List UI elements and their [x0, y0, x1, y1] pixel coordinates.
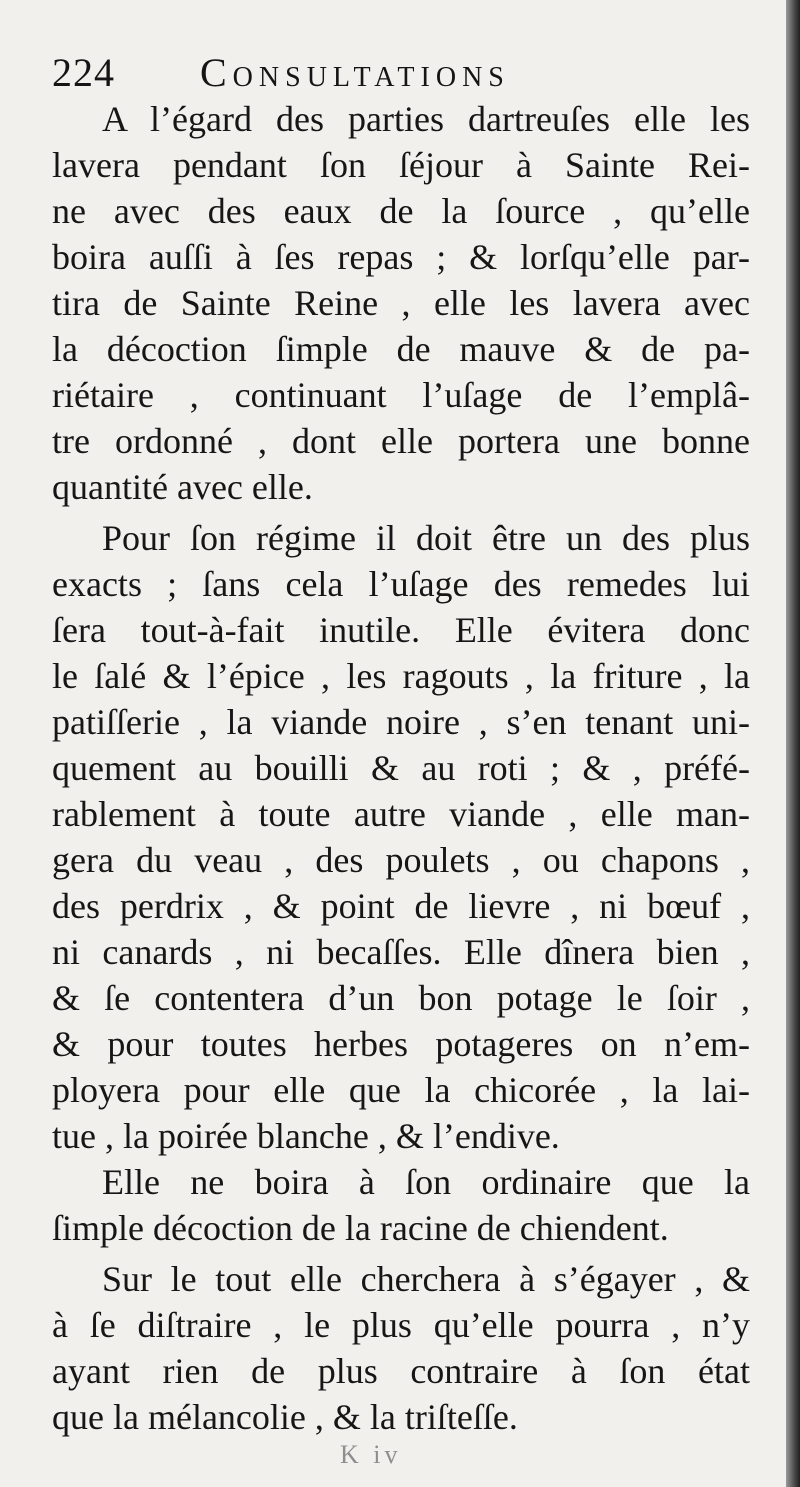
text-line: boira auſſi à ſes repas ; & lorſqu’elle par- — [52, 237, 750, 277]
text-line: tre ordonné , dont elle portera une bonne — [52, 421, 750, 461]
text-line: patiſſerie , la viande noire , s’en tenant uni- — [52, 702, 750, 742]
text-line: & pour toutes herbes potageres on n’em- — [52, 1024, 750, 1064]
running-head — [52, 46, 752, 98]
text-line: la décoction ſimple de mauve & de pa- — [52, 329, 750, 369]
text-line: Pour ſon régime il doit être un des plus — [102, 518, 750, 558]
text-line: que la mélancolie , & la triſteſſe. — [52, 1397, 518, 1437]
text-line: quement au bouilli & au roti ; & , préfé- — [52, 748, 750, 788]
text-line: tira de Sainte Reine , elle les lavera avec — [52, 283, 750, 323]
paragraph — [52, 1256, 750, 1440]
page-edge-shadow — [786, 0, 800, 1487]
text-line: à ſe diſtraire , le plus qu’elle pourra , n’y — [52, 1305, 750, 1345]
paragraph — [52, 96, 750, 510]
running-title: Consultations — [200, 50, 510, 95]
paragraph — [52, 1159, 750, 1251]
text-line: ayant rien de plus contraire à ſon état — [52, 1351, 750, 1391]
text-line: ſera tout-à-fait inutile. Elle évitera donc — [52, 610, 750, 650]
text-line: A l’égard des parties dartreuſes elle les — [102, 99, 750, 139]
text-line: ſimple décoction de la racine de chiendent. — [52, 1208, 669, 1248]
text-line: Elle ne boira à ſon ordinaire que la — [102, 1162, 750, 1202]
text-line: & ſe contentera d’un bon potage le ſoir , — [52, 978, 750, 1018]
text-line: ni canards , ni becaſſes. Elle dînera bien , — [52, 932, 750, 972]
text-line: des perdrix , & point de lievre , ni bœuf , — [52, 886, 750, 926]
text-line: le ſalé & l’épice , les ragouts , la friture , la — [52, 656, 750, 696]
text-line: lavera pendant ſon ſéjour à Sainte Rei- — [52, 145, 750, 185]
text-block — [52, 96, 750, 1440]
text-line: tue , la poirée blanche , & l’endive. — [52, 1116, 560, 1156]
signature-mark: K iv — [340, 1440, 402, 1469]
text-line: quantité avec elle. — [52, 467, 313, 507]
text-line: ne avec des eaux de la ſource , qu’elle — [52, 191, 750, 231]
text-line: gera du veau , des poulets , ou chapons , — [52, 840, 750, 880]
text-line: riétaire , continuant l’uſage de l’emplâ- — [52, 375, 750, 415]
paragraph — [52, 515, 750, 1159]
text-line: ployera pour elle que la chicorée , la lai- — [52, 1070, 750, 1110]
text-line: rablement à toute autre viande , elle man- — [52, 794, 750, 834]
page-number: 224 — [52, 50, 115, 95]
text-line: exacts ; ſans cela l’uſage des remedes lui — [52, 564, 750, 604]
text-line: Sur le tout elle cherchera à s’égayer , & — [102, 1259, 750, 1299]
